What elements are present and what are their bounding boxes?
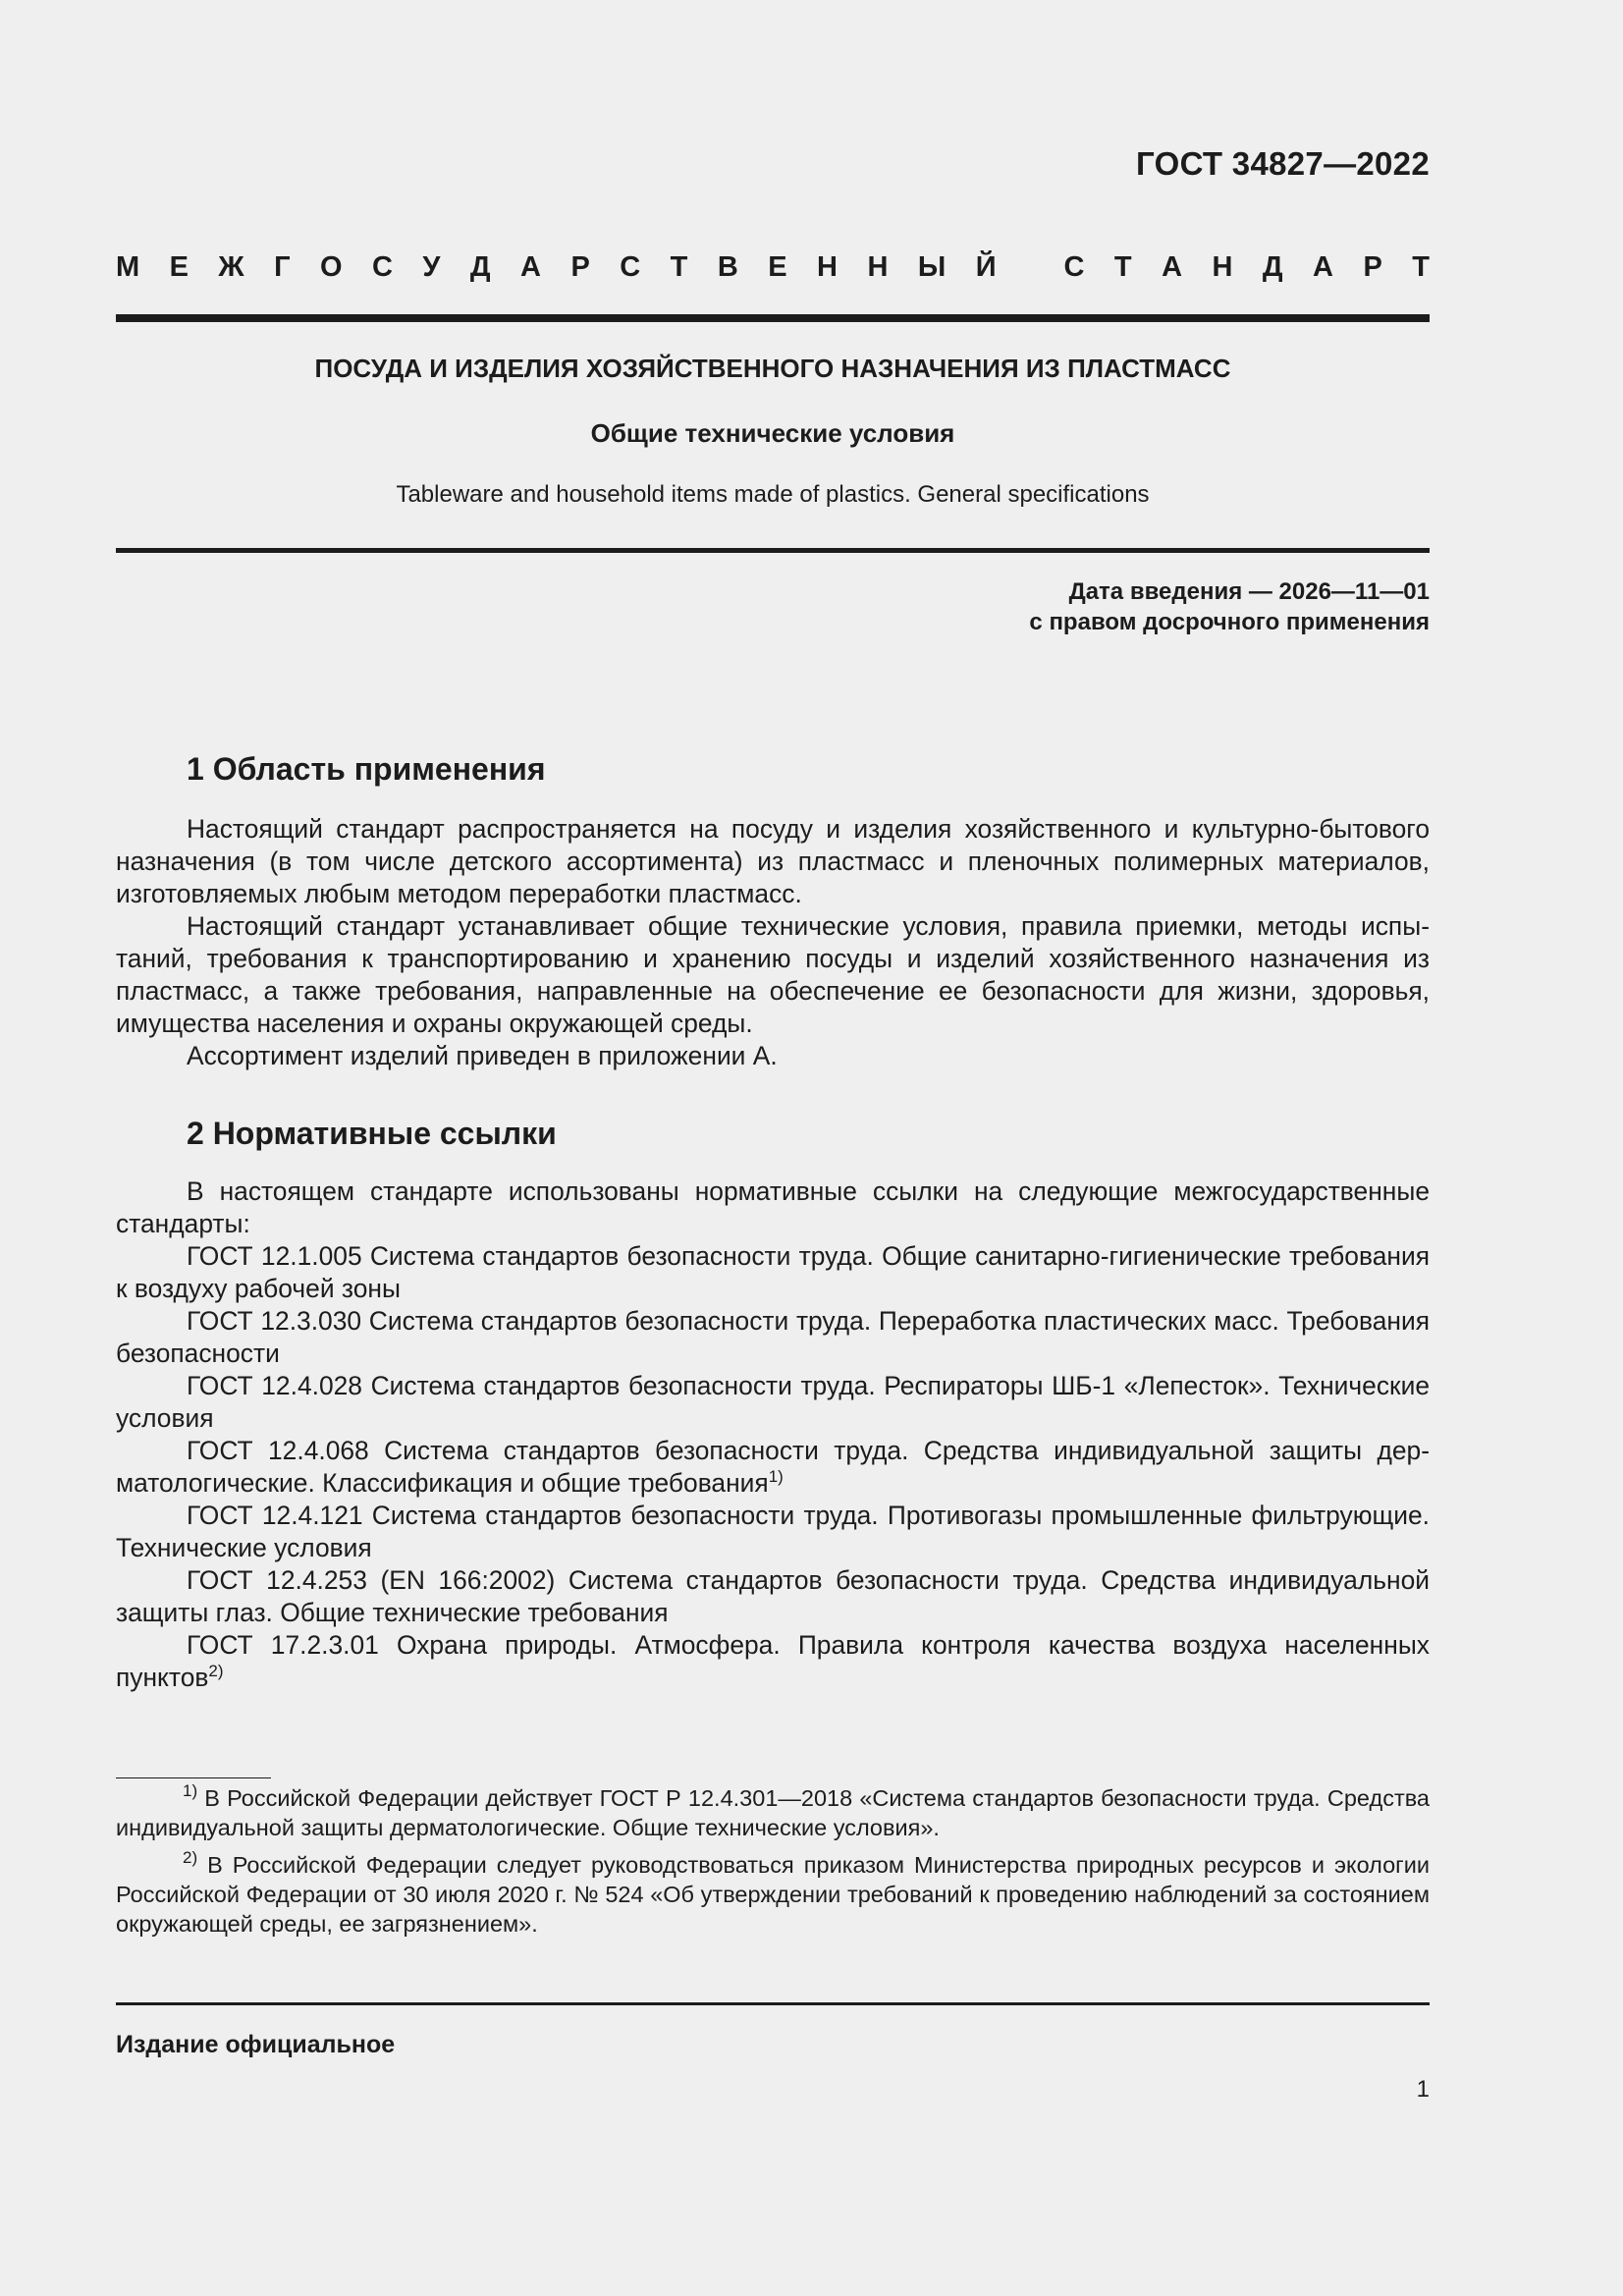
title-divider — [116, 548, 1430, 553]
footer-divider — [116, 2002, 1430, 2005]
early-application-line: с правом досрочного применения — [1029, 609, 1430, 635]
spaced-letter: Н — [817, 251, 838, 283]
spaced-letter: Е — [169, 251, 189, 283]
official-edition-label: Издание официальное — [116, 2031, 396, 2058]
footnote-mark: 1) — [183, 1781, 198, 1800]
reference-text: ГОСТ 12.4.253 (EN 166:2002) Система стандартов безопасности труда. Средства индивидуальной защиты глаз. Общие технические требования — [116, 1565, 1430, 1627]
section-1-paragraph: Ассортимент изделий приведен в приложении А. — [187, 1041, 778, 1070]
word-gap — [1026, 251, 1034, 284]
footnotes — [116, 1783, 1430, 1946]
footnote-1 — [116, 1783, 1430, 1842]
spaced-letter: А — [1162, 251, 1183, 283]
reference-item — [116, 1240, 1430, 1305]
spaced-letter: А — [1313, 251, 1333, 283]
footnote-text: В Российской Федерации следует руководствоваться приказом Министерства природных ресурсов и экологии Российской Федерации от 30 июля 2020 г. № 524 «Об утверждении требований к проведению наблюдений за состоянием окружающей среды, ее загрязнением». — [116, 1852, 1430, 1937]
reference-item — [116, 1370, 1430, 1435]
spaced-letter: Р — [570, 251, 590, 283]
spaced-letter: Ы — [917, 251, 947, 283]
section-1-paragraph: Настоящий стандарт распространяется на посуду и изделия хозяйственного и культурно-бытового назначения (в том числе детского ассортимента) из пластмасс и пленочных полимерных материалов, изготовляемых любым методом переработки пластмасс. — [116, 814, 1430, 908]
spaced-letter: Н — [1212, 251, 1233, 283]
section-1-paragraph: Настоящий стандарт устанавливает общие технические условия, правила приемки, методы испытаний, требования к транспортированию и хранению посуды и изделий хозяйственного назначения из пластмасс, а также требования, направленные на обеспечение ее безопасности для жизни, здоровья, имущества населения и охраны окружающей среды. — [116, 911, 1430, 1038]
reference-text: ГОСТ 12.4.121 Система стандартов безопасности труда. Противогазы промышленные фильтрующие. Технические условия — [116, 1501, 1430, 1562]
footnote-mark: 2) — [183, 1848, 198, 1867]
footnote-separator — [116, 1777, 271, 1778]
footnote-ref-1[interactable]: 1) — [768, 1467, 784, 1486]
spaced-letter: У — [422, 251, 441, 283]
spaced-letter: В — [717, 251, 738, 283]
spaced-letter: С — [1063, 251, 1085, 283]
spaced-letter: Т — [1113, 251, 1132, 283]
document-subtitle: Общие технические условия — [590, 418, 955, 448]
reference-item — [116, 1500, 1430, 1564]
spaced-letter: С — [372, 251, 393, 283]
footnote-2 — [116, 1850, 1430, 1939]
footnote-text: В Российской Федерации действует ГОСТ Р 12.4.301—2018 «Система стандартов безопасности труда. Средства индивидуальной защиты дерматологические. Общие технические условия». — [116, 1785, 1430, 1840]
reference-text: ГОСТ 12.1.005 Система стандартов безопасности труда. Общие санитарно-гигиенические требования к воздуху рабочей зоны — [116, 1241, 1430, 1303]
section-2-intro: В настоящем стандарте использованы нормативные ссылки на следующие межгосударственные стандарты: — [116, 1176, 1430, 1238]
reference-item — [116, 1435, 1430, 1500]
spaced-letter: Н — [867, 251, 889, 283]
reference-text: ГОСТ 12.4.028 Система стандартов безопасности труда. Респираторы ШБ-1 «Лепесток». Технические условия — [116, 1371, 1430, 1433]
reference-item — [116, 1564, 1430, 1629]
spaced-letter: М — [116, 251, 140, 283]
spaced-letter: Т — [1412, 251, 1430, 283]
spaced-letter: Д — [1262, 251, 1283, 283]
document-number: ГОСТ 34827—2022 — [1136, 145, 1430, 182]
reference-text: ГОСТ 12.4.068 Система стандартов безопасности труда. Средства индивидуальной защиты дерматологические. Классификация и общие требования — [116, 1436, 1430, 1498]
reference-text: ГОСТ 17.2.3.01 Охрана природы. Атмосфера. Правила контроля качества воздуха населенных пунктов — [116, 1630, 1430, 1692]
reference-item — [116, 1305, 1430, 1370]
reference-item — [116, 1629, 1430, 1694]
page-number: 1 — [1416, 2076, 1430, 2103]
spaced-letter: Е — [768, 251, 787, 283]
spaced-letter: Й — [975, 251, 997, 283]
section-1-body — [116, 813, 1430, 1072]
section-2-body — [116, 1175, 1430, 1694]
spaced-letter: С — [620, 251, 641, 283]
section-1-heading: 1 Область применения — [187, 751, 546, 787]
effective-date-line: Дата введения — 2026—11—01 — [1068, 578, 1430, 605]
spaced-letter: Ж — [218, 251, 244, 283]
spaced-letter: О — [320, 251, 343, 283]
spaced-letter: А — [520, 251, 541, 283]
footnote-ref-2[interactable]: 2) — [208, 1662, 224, 1680]
document-title-english: Tableware and household items made of plastics. General specifications — [396, 481, 1150, 508]
spaced-letter: Р — [1363, 251, 1382, 283]
section-2-heading: 2 Нормативные ссылки — [187, 1116, 557, 1151]
spaced-letter: Д — [469, 251, 491, 283]
document-title: ПОСУДА И ИЗДЕЛИЯ ХОЗЯЙСТВЕННОГО НАЗНАЧЕНИЯ ИЗ ПЛАСТМАСС — [314, 354, 1231, 383]
top-divider — [116, 314, 1430, 322]
spaced-letter: Г — [274, 251, 291, 283]
reference-text: ГОСТ 12.3.030 Система стандартов безопасности труда. Переработка пластических масс. Требования безопасности — [116, 1306, 1430, 1368]
interstate-standard-label — [116, 251, 1430, 284]
spaced-letter: Т — [670, 251, 688, 283]
effective-date — [1029, 576, 1430, 637]
